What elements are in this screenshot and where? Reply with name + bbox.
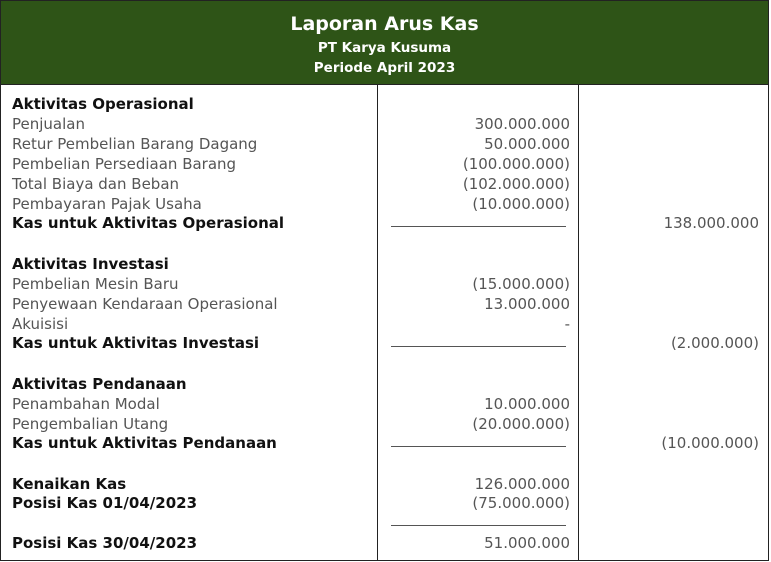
table-row (1, 134, 768, 154)
table-row (1, 174, 768, 194)
row-value: 13.000.000 (484, 295, 570, 313)
table-row (1, 194, 768, 214)
table-row (1, 294, 768, 314)
total-row-operasional (1, 213, 768, 233)
table-row (1, 394, 768, 414)
section-heading-investasi (1, 254, 768, 274)
company-name: PT Karya Kusuma (317, 40, 452, 56)
row-value: (102.000.000) (462, 175, 570, 193)
row-value: 50.000.000 (484, 135, 570, 153)
row-label: Pembayaran Pajak Usaha (12, 195, 202, 213)
row-label: Akuisisi (12, 315, 69, 333)
section-heading-operasional (1, 94, 768, 114)
row-value: (75.000.000) (472, 494, 570, 512)
total-label: Kas untuk Aktivitas Investasi (12, 334, 260, 352)
report-period: Periode April 2023 (313, 60, 456, 76)
row-label: Penambahan Modal (12, 395, 160, 413)
row-label: Pembelian Mesin Baru (12, 275, 179, 293)
total-label: Kas untuk Aktivitas Pendanaan (12, 434, 277, 452)
row-label: Total Biaya dan Beban (12, 175, 180, 193)
total-label: Kas untuk Aktivitas Operasional (12, 214, 285, 232)
table-row (1, 114, 768, 134)
row-value: - (564, 315, 570, 333)
table-row (1, 154, 768, 174)
section-heading-pendanaan (1, 374, 768, 394)
row-label: Posisi Kas 01/04/2023 (12, 494, 198, 512)
total-row-pendanaan (1, 433, 768, 453)
kenaikan-kas-row (1, 474, 768, 494)
row-value: (100.000.000) (462, 155, 570, 173)
row-label: Penyewaan Kendaraan Operasional (12, 295, 278, 313)
posisi-kas-akhir-row (1, 533, 768, 553)
total-value: (10.000.000) (661, 434, 759, 452)
report-title: Laporan Arus Kas (290, 13, 479, 35)
subtotal-underline (391, 525, 566, 526)
section-heading-label: Aktivitas Pendanaan (12, 375, 187, 393)
row-label: Posisi Kas 30/04/2023 (12, 534, 198, 552)
row-value: 126.000.000 (474, 475, 570, 493)
row-label: Kenaikan Kas (12, 475, 127, 493)
row-value: 51.000.000 (484, 534, 570, 552)
table-row (1, 314, 768, 334)
total-value: (2.000.000) (670, 334, 759, 352)
table-row (1, 274, 768, 294)
row-label: Pengembalian Utang (12, 415, 169, 433)
total-row-investasi (1, 333, 768, 353)
report-header (1, 1, 768, 85)
section-heading-label: Aktivitas Investasi (12, 255, 169, 273)
row-label: Retur Pembelian Barang Dagang (12, 135, 258, 153)
row-label: Pembelian Persediaan Barang (12, 155, 237, 173)
row-value: (15.000.000) (472, 275, 570, 293)
row-value: (10.000.000) (472, 195, 570, 213)
section-heading-label: Aktivitas Operasional (12, 95, 194, 113)
row-label: Penjualan (12, 115, 85, 133)
row-value: 10.000.000 (484, 395, 570, 413)
row-value: 300.000.000 (474, 115, 570, 133)
total-value: 138.000.000 (663, 214, 759, 232)
posisi-kas-awal-row (1, 493, 768, 513)
table-row (1, 414, 768, 434)
row-value: (20.000.000) (472, 415, 570, 433)
